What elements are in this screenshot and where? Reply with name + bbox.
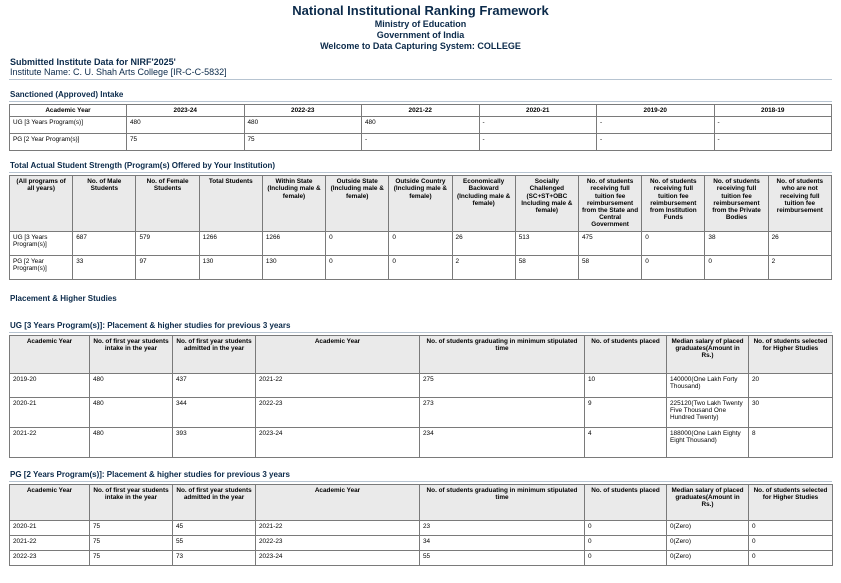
pg-placement-heading: PG [2 Years Program(s)]: Placement & higher studies for previous 3 years — [10, 469, 290, 479]
table-cell: 130 — [262, 255, 325, 279]
table-cell: 0(Zero) — [667, 550, 749, 565]
divider — [9, 79, 832, 80]
table-row — [10, 117, 832, 134]
strength-header-cell: Within State (Including male & female) — [262, 176, 325, 231]
pg-placement-header-row — [10, 484, 833, 520]
table-cell: 58 — [515, 255, 578, 279]
table-cell: PG [2 Year Program(s)] — [10, 255, 73, 279]
table-cell: 55 — [173, 535, 256, 550]
table-row — [10, 134, 832, 151]
table-cell: 513 — [515, 231, 578, 255]
submitted-heading: Submitted Institute Data for NIRF'2025' — [10, 57, 176, 67]
pg-header-cell: Median salary of placed graduates(Amount in Rs.) — [667, 484, 749, 520]
ug-header-cell: No. of first year students intake in the year — [90, 335, 173, 373]
table-cell: 2022-23 — [10, 550, 90, 565]
table-cell: 275 — [420, 373, 585, 397]
pg-header-cell: No. of first year students admitted in the year — [173, 484, 256, 520]
ug-placement-header-row — [10, 335, 833, 373]
table-cell: 23 — [420, 520, 585, 535]
table-cell: 0(Zero) — [667, 520, 749, 535]
ug-header-cell: Academic Year — [256, 335, 420, 373]
table-cell: 8 — [749, 427, 833, 457]
pg-header-cell: No. of first year students intake in the year — [90, 484, 173, 520]
page-header — [0, 3, 841, 52]
ministry-label: Ministry of Education — [374, 19, 467, 29]
intake-header-cell: 2021-22 — [362, 105, 480, 117]
divider — [9, 481, 832, 482]
table-cell: PG [2 Year Program(s)] — [10, 134, 127, 151]
table-cell: 140000(One Lakh Forty Thousand) — [667, 373, 749, 397]
table-cell: - — [714, 117, 832, 134]
divider — [9, 172, 832, 173]
strength-header-cell: Total Students — [199, 176, 262, 231]
table-cell: 2020-21 — [10, 397, 90, 427]
table-cell: 188000(One Lakh Eighty Eight Thousand) — [667, 427, 749, 457]
strength-header-cell: Outside State (Including male & female) — [326, 176, 389, 231]
intake-header-row — [10, 105, 832, 117]
table-row — [10, 520, 833, 535]
table-cell: 480 — [90, 427, 173, 457]
strength-header-cell: Economically Backward (Including male & female) — [452, 176, 515, 231]
table-cell: - — [479, 134, 597, 151]
table-cell: 687 — [73, 231, 136, 255]
table-cell: 73 — [173, 550, 256, 565]
table-cell: 437 — [173, 373, 256, 397]
ug-header-cell: Median salary of placed graduates(Amount in Rs.) — [667, 335, 749, 373]
ug-header-cell: No. of students graduating in minimum stipulated time — [420, 335, 585, 373]
table-cell: 273 — [420, 397, 585, 427]
table-cell: - — [597, 134, 715, 151]
ug-header-cell: No. of first year students admitted in the year — [173, 335, 256, 373]
table-cell: - — [714, 134, 832, 151]
table-row — [10, 231, 832, 255]
table-cell: 97 — [136, 255, 199, 279]
divider — [9, 101, 832, 102]
table-cell: 225120(Two Lakh Twenty Five Thousand One Hundred Twenty) — [667, 397, 749, 427]
table-cell: - — [362, 134, 480, 151]
pg-header-cell: No. of students selected for Higher Studies — [749, 484, 833, 520]
table-row — [10, 550, 833, 565]
table-cell: 2023-24 — [256, 550, 420, 565]
table-cell: 2021-22 — [10, 427, 90, 457]
pg-header-cell: No. of students placed — [585, 484, 667, 520]
intake-header-cell: 2019-20 — [597, 105, 715, 117]
table-cell: - — [597, 117, 715, 134]
table-cell: 480 — [362, 117, 480, 134]
table-cell: 0 — [389, 231, 452, 255]
table-cell: 34 — [420, 535, 585, 550]
table-cell: 130 — [199, 255, 262, 279]
pg-header-cell: Academic Year — [10, 484, 90, 520]
table-row — [10, 535, 833, 550]
table-cell: 2021-22 — [256, 373, 420, 397]
table-cell: 579 — [136, 231, 199, 255]
table-cell: - — [479, 117, 597, 134]
table-cell: 26 — [452, 231, 515, 255]
table-cell: 0 — [749, 520, 833, 535]
table-cell: 480 — [244, 117, 362, 134]
table-cell: 2021-22 — [10, 535, 90, 550]
pg-header-cell: No. of students graduating in minimum stipulated time — [420, 484, 585, 520]
table-cell: 20 — [749, 373, 833, 397]
table-cell: 2020-21 — [10, 520, 90, 535]
welcome-label: Welcome to Data Capturing System: COLLEGE — [320, 41, 521, 51]
table-cell: 0 — [326, 255, 389, 279]
table-cell: 393 — [173, 427, 256, 457]
table-cell: 9 — [585, 397, 667, 427]
ug-header-cell: No. of students placed — [585, 335, 667, 373]
table-cell: 2019-20 — [10, 373, 90, 397]
table-cell: 0 — [642, 255, 705, 279]
strength-table — [9, 175, 832, 279]
strength-header-cell: No. of students receiving full tuition fee reimbursement from Institution Funds — [642, 176, 705, 231]
strength-header-cell: No. of students receiving full tuition fee reimbursement from the Private Bodies — [705, 176, 768, 231]
table-cell: 45 — [173, 520, 256, 535]
table-cell: 0 — [326, 231, 389, 255]
table-row — [10, 397, 833, 427]
government-label: Government of India — [376, 30, 465, 40]
table-cell: 38 — [705, 231, 768, 255]
table-cell: 75 — [90, 520, 173, 535]
table-cell: 0 — [705, 255, 768, 279]
table-row — [10, 373, 833, 397]
table-cell: 2 — [768, 255, 831, 279]
table-cell: 0 — [585, 550, 667, 565]
table-cell: 0 — [749, 535, 833, 550]
table-cell: 2022-23 — [256, 397, 420, 427]
table-cell: 0 — [585, 520, 667, 535]
strength-header-cell: (All programs of all years) — [10, 176, 73, 231]
table-cell: 480 — [90, 373, 173, 397]
strength-heading: Total Actual Student Strength (Program(s) Offered by Your Institution) — [10, 161, 276, 171]
intake-header-cell: 2018-19 — [714, 105, 832, 117]
table-row — [10, 427, 833, 457]
intake-heading: Sanctioned (Approved) Intake — [10, 90, 124, 99]
strength-header-cell: Outside Country (Including male & female) — [389, 176, 452, 231]
table-cell: 480 — [127, 117, 245, 134]
intake-header-cell: 2023-24 — [127, 105, 245, 117]
table-cell: 475 — [578, 231, 641, 255]
pg-placement-table — [9, 484, 833, 566]
table-cell: 10 — [585, 373, 667, 397]
table-cell: 30 — [749, 397, 833, 427]
table-cell: 33 — [73, 255, 136, 279]
table-cell: 75 — [127, 134, 245, 151]
strength-header-cell: No. of students who are not receiving full tuition fee reimbursement — [768, 176, 831, 231]
strength-header-cell: No. of Female Students — [136, 176, 199, 231]
ug-header-cell: No. of students selected for Higher Studies — [749, 335, 833, 373]
intake-header-cell: 2022-23 — [244, 105, 362, 117]
ug-placement-table — [9, 335, 833, 458]
table-cell: 2021-22 — [256, 520, 420, 535]
table-cell: 0 — [749, 550, 833, 565]
divider — [9, 332, 832, 333]
ug-placement-heading: UG [3 Years Program(s)]: Placement & higher studies for previous 3 years — [10, 320, 291, 330]
table-cell: 55 — [420, 550, 585, 565]
table-cell: UG [3 Years Program(s)] — [10, 117, 127, 134]
table-cell: 480 — [90, 397, 173, 427]
table-cell: 1266 — [199, 231, 262, 255]
table-cell: 2023-24 — [256, 427, 420, 457]
table-cell: 2 — [452, 255, 515, 279]
table-cell: 4 — [585, 427, 667, 457]
table-cell: 58 — [578, 255, 641, 279]
pg-header-cell: Academic Year — [256, 484, 420, 520]
table-cell: 0 — [642, 231, 705, 255]
table-cell: 75 — [90, 550, 173, 565]
strength-header-row — [10, 176, 832, 231]
table-cell: 0(Zero) — [667, 535, 749, 550]
table-cell: 75 — [244, 134, 362, 151]
table-cell: 234 — [420, 427, 585, 457]
table-cell: 2022-23 — [256, 535, 420, 550]
table-cell: 1266 — [262, 231, 325, 255]
table-cell: UG [3 Years Program(s)] — [10, 231, 73, 255]
institute-name: Institute Name: C. U. Shah Arts College [IR-C-C-5832] — [10, 67, 227, 77]
table-row — [10, 255, 832, 279]
table-cell: 344 — [173, 397, 256, 427]
table-cell: 75 — [90, 535, 173, 550]
table-cell: 0 — [389, 255, 452, 279]
strength-header-cell: No. of students receiving full tuition fee reimbursement from the State and Central Government — [578, 176, 641, 231]
ug-header-cell: Academic Year — [10, 335, 90, 373]
intake-header-cell: Academic Year — [10, 105, 127, 117]
strength-header-cell: Socially Challenged (SC+ST+OBC Including male & female) — [515, 176, 578, 231]
intake-header-cell: 2020-21 — [479, 105, 597, 117]
table-cell: 26 — [768, 231, 831, 255]
intake-table — [9, 104, 832, 151]
table-cell: 0 — [585, 535, 667, 550]
placement-heading: Placement & Higher Studies — [10, 293, 117, 303]
strength-header-cell: No. of Male Students — [73, 176, 136, 231]
page-title: National Institutional Ranking Framework — [292, 3, 549, 18]
